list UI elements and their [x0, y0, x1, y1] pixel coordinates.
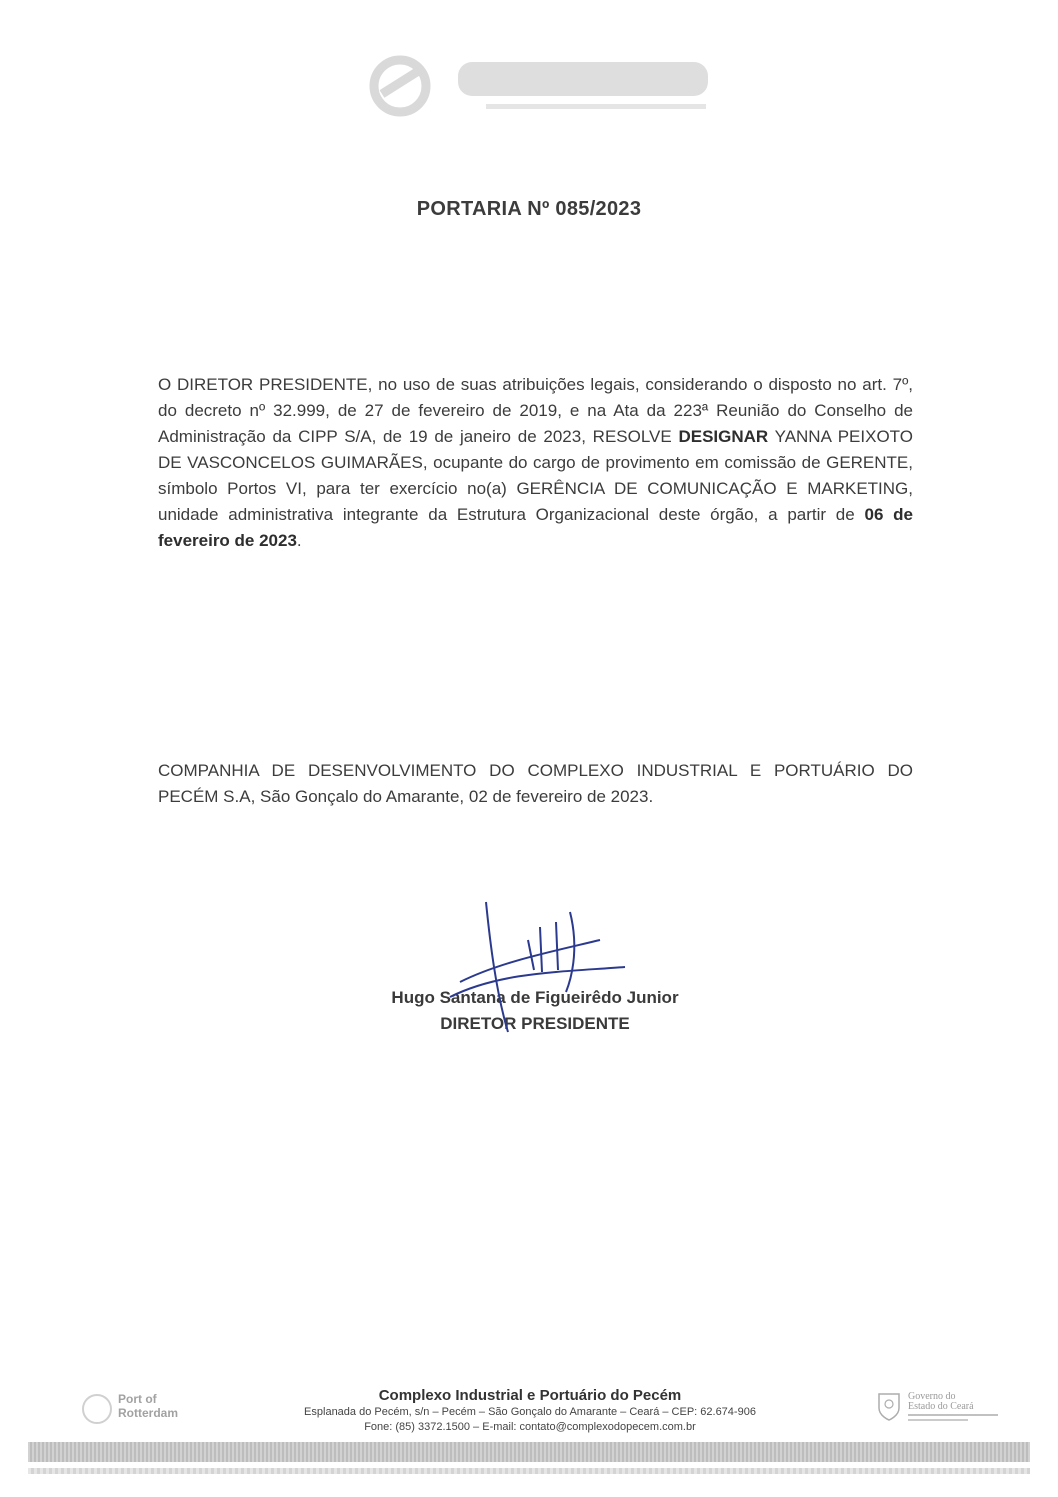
footer-stripe	[28, 1442, 1030, 1462]
footer	[0, 1380, 1058, 1497]
pecem-logo	[368, 48, 713, 120]
footer-address: Esplanada do Pecém, s/n – Pecém – São Gonçalo do Amarante – Ceará – CEP: 62.674-906	[304, 1406, 756, 1418]
pecem-logo-icon	[368, 48, 713, 120]
signatory-name: Hugo Santana de Figueirêdo Junior	[391, 988, 679, 1007]
port-line1: Port of	[118, 1392, 157, 1406]
place-date: COMPANHIA DE DESENVOLVIMENTO DO COMPLEXO INDUSTRIAL E PORTUÁRIO DO PECÉM S.A, São Gonçalo do Amarante, 02 de fevereiro de 2023.	[158, 761, 913, 806]
port-line2: Rotterdam	[118, 1406, 179, 1420]
handwritten-signature-icon	[430, 892, 630, 1042]
body-text-part2: YANNA PEIXOTO DE VASCONCELOS GUIMARÃES, ocupante do cargo de provimento em comissão de GERENTE, símbolo Portos VI, para ter exercício no(a) GERÊNCIA DE COMUNICAÇÃO E MARKETING, unidade administrativa integrante da Estrutura Organizacional deste órgão, a partir de	[158, 427, 913, 524]
state-crest-icon	[876, 1390, 902, 1422]
port-of-rotterdam-icon	[82, 1394, 112, 1424]
body-bold-date: 06 de fevereiro de 2023	[158, 505, 913, 550]
body-bold-designar: DESIGNAR	[678, 427, 769, 446]
governo-ceara-logo	[876, 1390, 1016, 1426]
signatory-role: DIRETOR PRESIDENTE	[440, 1014, 630, 1033]
body-text-part1: O DIRETOR PRESIDENTE, no uso de suas atribuições legais, considerando o disposto no art. 7º, do decreto nº 32.999, de 27 de fevereiro de 2019, e na Ata da 223ª Reunião do Conselho de Administração da CIPP S/A, de 19 de janeiro de 2023, RESOLVE	[158, 375, 913, 446]
port-of-rotterdam-logo	[82, 1392, 212, 1432]
resolution-body	[158, 372, 913, 554]
footer-contact: Fone: (85) 3372.1500 – E-mail: contato@complexodopecem.com.br	[364, 1421, 696, 1433]
body-text-part3: .	[296, 531, 302, 550]
gov-line1: Governo do	[908, 1391, 956, 1402]
footer-company-info	[230, 1386, 830, 1435]
page-title: PORTARIA Nº 085/2023	[416, 198, 642, 220]
gov-line2: Estado do Ceará	[908, 1401, 974, 1412]
footer-title: Complexo Industrial e Portuário do Pecém	[378, 1387, 682, 1404]
gov-subtitle-marks-icon	[908, 1413, 1008, 1423]
footer-stripe-thin	[28, 1468, 1030, 1474]
